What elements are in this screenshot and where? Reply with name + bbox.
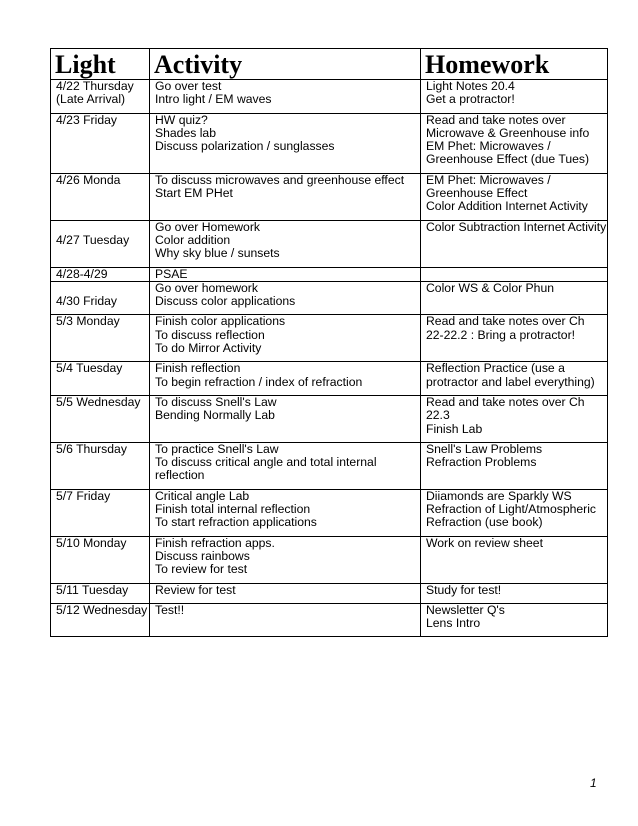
activity-cell	[150, 315, 421, 362]
activity-cell-line: To discuss microwaves and greenhouse effect	[155, 172, 405, 187]
table-row	[51, 113, 608, 173]
activity-cell-line: Critical angle Lab	[155, 488, 250, 503]
activity-cell-line: Color addition	[155, 232, 231, 247]
activity-cell-line: Intro light / EM waves	[155, 92, 272, 107]
date-cell-line: 5/3 Monday	[56, 314, 120, 329]
homework-cell-line: Read and take notes over Ch	[426, 314, 585, 329]
activity-cell-line: Finish color applications	[155, 314, 286, 329]
homework-cell	[421, 603, 608, 637]
activity-cell	[150, 536, 421, 583]
header-light: Light	[51, 49, 150, 80]
activity-cell-line: Finish reflection	[155, 361, 241, 376]
date-cell	[51, 80, 150, 114]
date-cell	[51, 173, 150, 220]
date-cell-line: 4/23 Friday	[56, 112, 117, 127]
table-row	[51, 442, 608, 489]
homework-cell	[421, 281, 608, 315]
table-row	[51, 315, 608, 362]
homework-cell	[421, 315, 608, 362]
date-cell	[51, 113, 150, 173]
homework-cell-line: Reflection Practice (use a	[426, 361, 565, 376]
homework-cell-line: EM Phet: Microwaves /	[426, 172, 551, 187]
homework-cell	[421, 173, 608, 220]
homework-cell-line: 22-22.2 : Bring a protractor!	[426, 327, 576, 342]
header-row	[51, 49, 608, 80]
homework-cell-line: Work on review sheet	[426, 535, 543, 550]
activity-cell-line: Bending Normally Lab	[155, 408, 275, 423]
homework-cell	[421, 113, 608, 173]
homework-cell-line: Light Notes 20.4	[426, 79, 515, 93]
activity-cell-line: PSAE	[155, 266, 188, 281]
activity-cell-line: To start refraction applications	[155, 515, 317, 530]
activity-cell	[150, 362, 421, 396]
homework-cell-line: Study for test!	[426, 582, 502, 597]
table-row	[51, 220, 608, 267]
table-row	[51, 173, 608, 220]
activity-cell-line: Finish refraction apps.	[155, 535, 275, 550]
activity-cell	[150, 113, 421, 173]
date-cell-line: 4/26 Monda	[56, 172, 121, 187]
table-row	[51, 583, 608, 603]
activity-cell-line: Finish total internal reflection	[155, 502, 311, 517]
activity-cell-line: Discuss color applications	[155, 294, 296, 309]
homework-cell	[421, 442, 608, 489]
activity-cell-line: Why sky blue / sunsets	[155, 246, 280, 261]
homework-cell	[421, 395, 608, 442]
date-cell	[51, 315, 150, 362]
homework-cell-line: Color Addition Internet Activity	[426, 199, 588, 214]
date-cell	[51, 395, 150, 442]
date-cell	[51, 267, 150, 281]
activity-cell-line: Review for test	[155, 582, 236, 597]
homework-cell	[421, 489, 608, 536]
date-cell-line: 4/30 Friday	[56, 294, 117, 309]
activity-cell-line: Go over test	[155, 79, 222, 93]
homework-cell-line: Newsletter Q's	[426, 602, 505, 617]
activity-cell	[150, 395, 421, 442]
activity-cell-line: Discuss polarization / sunglasses	[155, 139, 335, 154]
header-activity: Activity	[150, 49, 421, 80]
table-row	[51, 489, 608, 536]
schedule-body	[51, 80, 608, 637]
activity-cell	[150, 173, 421, 220]
date-cell	[51, 603, 150, 637]
homework-cell-line: Refraction (use book)	[426, 515, 543, 530]
activity-cell-line: Discuss rainbows	[155, 548, 250, 563]
table-row	[51, 603, 608, 637]
table-row	[51, 80, 608, 114]
table-row	[51, 281, 608, 315]
activity-cell-line: Test!!	[155, 602, 185, 617]
homework-cell	[421, 267, 608, 281]
table-row	[51, 536, 608, 583]
activity-cell-line: Go over homework	[155, 280, 258, 295]
page-number: 1	[590, 776, 597, 790]
date-cell	[51, 489, 150, 536]
table-row	[51, 395, 608, 442]
date-cell	[51, 281, 150, 315]
homework-cell-line: Read and take notes over Ch	[426, 394, 585, 409]
homework-cell-line: Get a protractor!	[426, 92, 515, 107]
homework-cell-line: Lens Intro	[426, 616, 481, 631]
date-cell-line: (Late Arrival)	[56, 92, 126, 107]
date-cell-line: 5/7 Friday	[56, 488, 111, 503]
homework-cell-line: protractor and label everything)	[426, 374, 595, 389]
activity-cell-line: To practice Snell's Law	[155, 441, 279, 456]
date-cell-line: 5/10 Monday	[56, 535, 127, 550]
activity-cell	[150, 267, 421, 281]
activity-cell-line: To discuss critical angle and total internal	[155, 455, 377, 470]
date-cell	[51, 362, 150, 396]
activity-cell-line: Shades lab	[155, 125, 216, 140]
date-cell	[51, 442, 150, 489]
homework-cell-line: EM Phet: Microwaves /	[426, 139, 551, 154]
activity-cell-line: reflection	[155, 468, 205, 483]
date-cell-line: 4/28-4/29	[56, 266, 108, 281]
activity-cell-line: To review for test	[155, 562, 248, 577]
date-cell	[51, 220, 150, 267]
activity-cell-line: Go over Homework	[155, 219, 260, 234]
activity-cell	[150, 583, 421, 603]
homework-cell-line: Refraction of Light/Atmospheric	[426, 502, 597, 517]
homework-cell	[421, 583, 608, 603]
activity-cell-line: To discuss reflection	[155, 327, 265, 342]
date-cell	[51, 583, 150, 603]
activity-cell	[150, 489, 421, 536]
activity-cell	[150, 603, 421, 637]
activity-cell-line: To begin refraction / index of refraction	[155, 374, 363, 389]
activity-cell	[150, 442, 421, 489]
activity-cell	[150, 281, 421, 315]
homework-cell-line: Read and take notes over	[426, 112, 566, 127]
activity-cell-line: HW quiz?	[155, 112, 208, 127]
date-cell-line: 5/6 Thursday	[56, 441, 127, 456]
date-cell-line: 4/27 Tuesday	[56, 232, 130, 247]
activity-cell	[150, 80, 421, 114]
date-cell	[51, 536, 150, 583]
homework-cell-line: Color Subtraction Internet Activity	[426, 219, 607, 234]
homework-cell-line: Diiamonds are Sparkly WS	[426, 488, 572, 503]
homework-cell-line: Finish Lab	[426, 421, 483, 436]
header-homework: Homework	[421, 49, 608, 80]
homework-cell	[421, 80, 608, 114]
activity-cell-line: Start EM PHet	[155, 186, 233, 201]
activity-cell-line: To do Mirror Activity	[155, 341, 262, 356]
homework-cell	[421, 362, 608, 396]
homework-cell-line: Snell's Law Problems	[426, 441, 543, 456]
date-cell-line: 5/5 Wednesday	[56, 394, 141, 409]
activity-cell-line: To discuss Snell's Law	[155, 394, 277, 409]
homework-cell-line: Refraction Problems	[426, 455, 537, 470]
schedule-table	[50, 48, 608, 637]
date-cell-line: 5/4 Tuesday	[56, 361, 123, 376]
homework-cell-line: Color WS & Color Phun	[426, 280, 555, 295]
homework-cell-line: 22.3	[426, 408, 450, 423]
homework-cell-line: Microwave & Greenhouse info	[426, 125, 590, 140]
homework-cell	[421, 536, 608, 583]
activity-cell	[150, 220, 421, 267]
date-cell-line: 5/11 Tuesday	[56, 582, 129, 597]
homework-cell-line: Greenhouse Effect (due Tues)	[426, 152, 590, 167]
date-cell-line: 5/12 Wednesday	[56, 602, 148, 617]
table-row	[51, 267, 608, 281]
table-row	[51, 362, 608, 396]
date-cell-line: 4/22 Thursday	[56, 79, 134, 93]
homework-cell	[421, 220, 608, 267]
homework-cell-line: Greenhouse Effect	[426, 186, 528, 201]
